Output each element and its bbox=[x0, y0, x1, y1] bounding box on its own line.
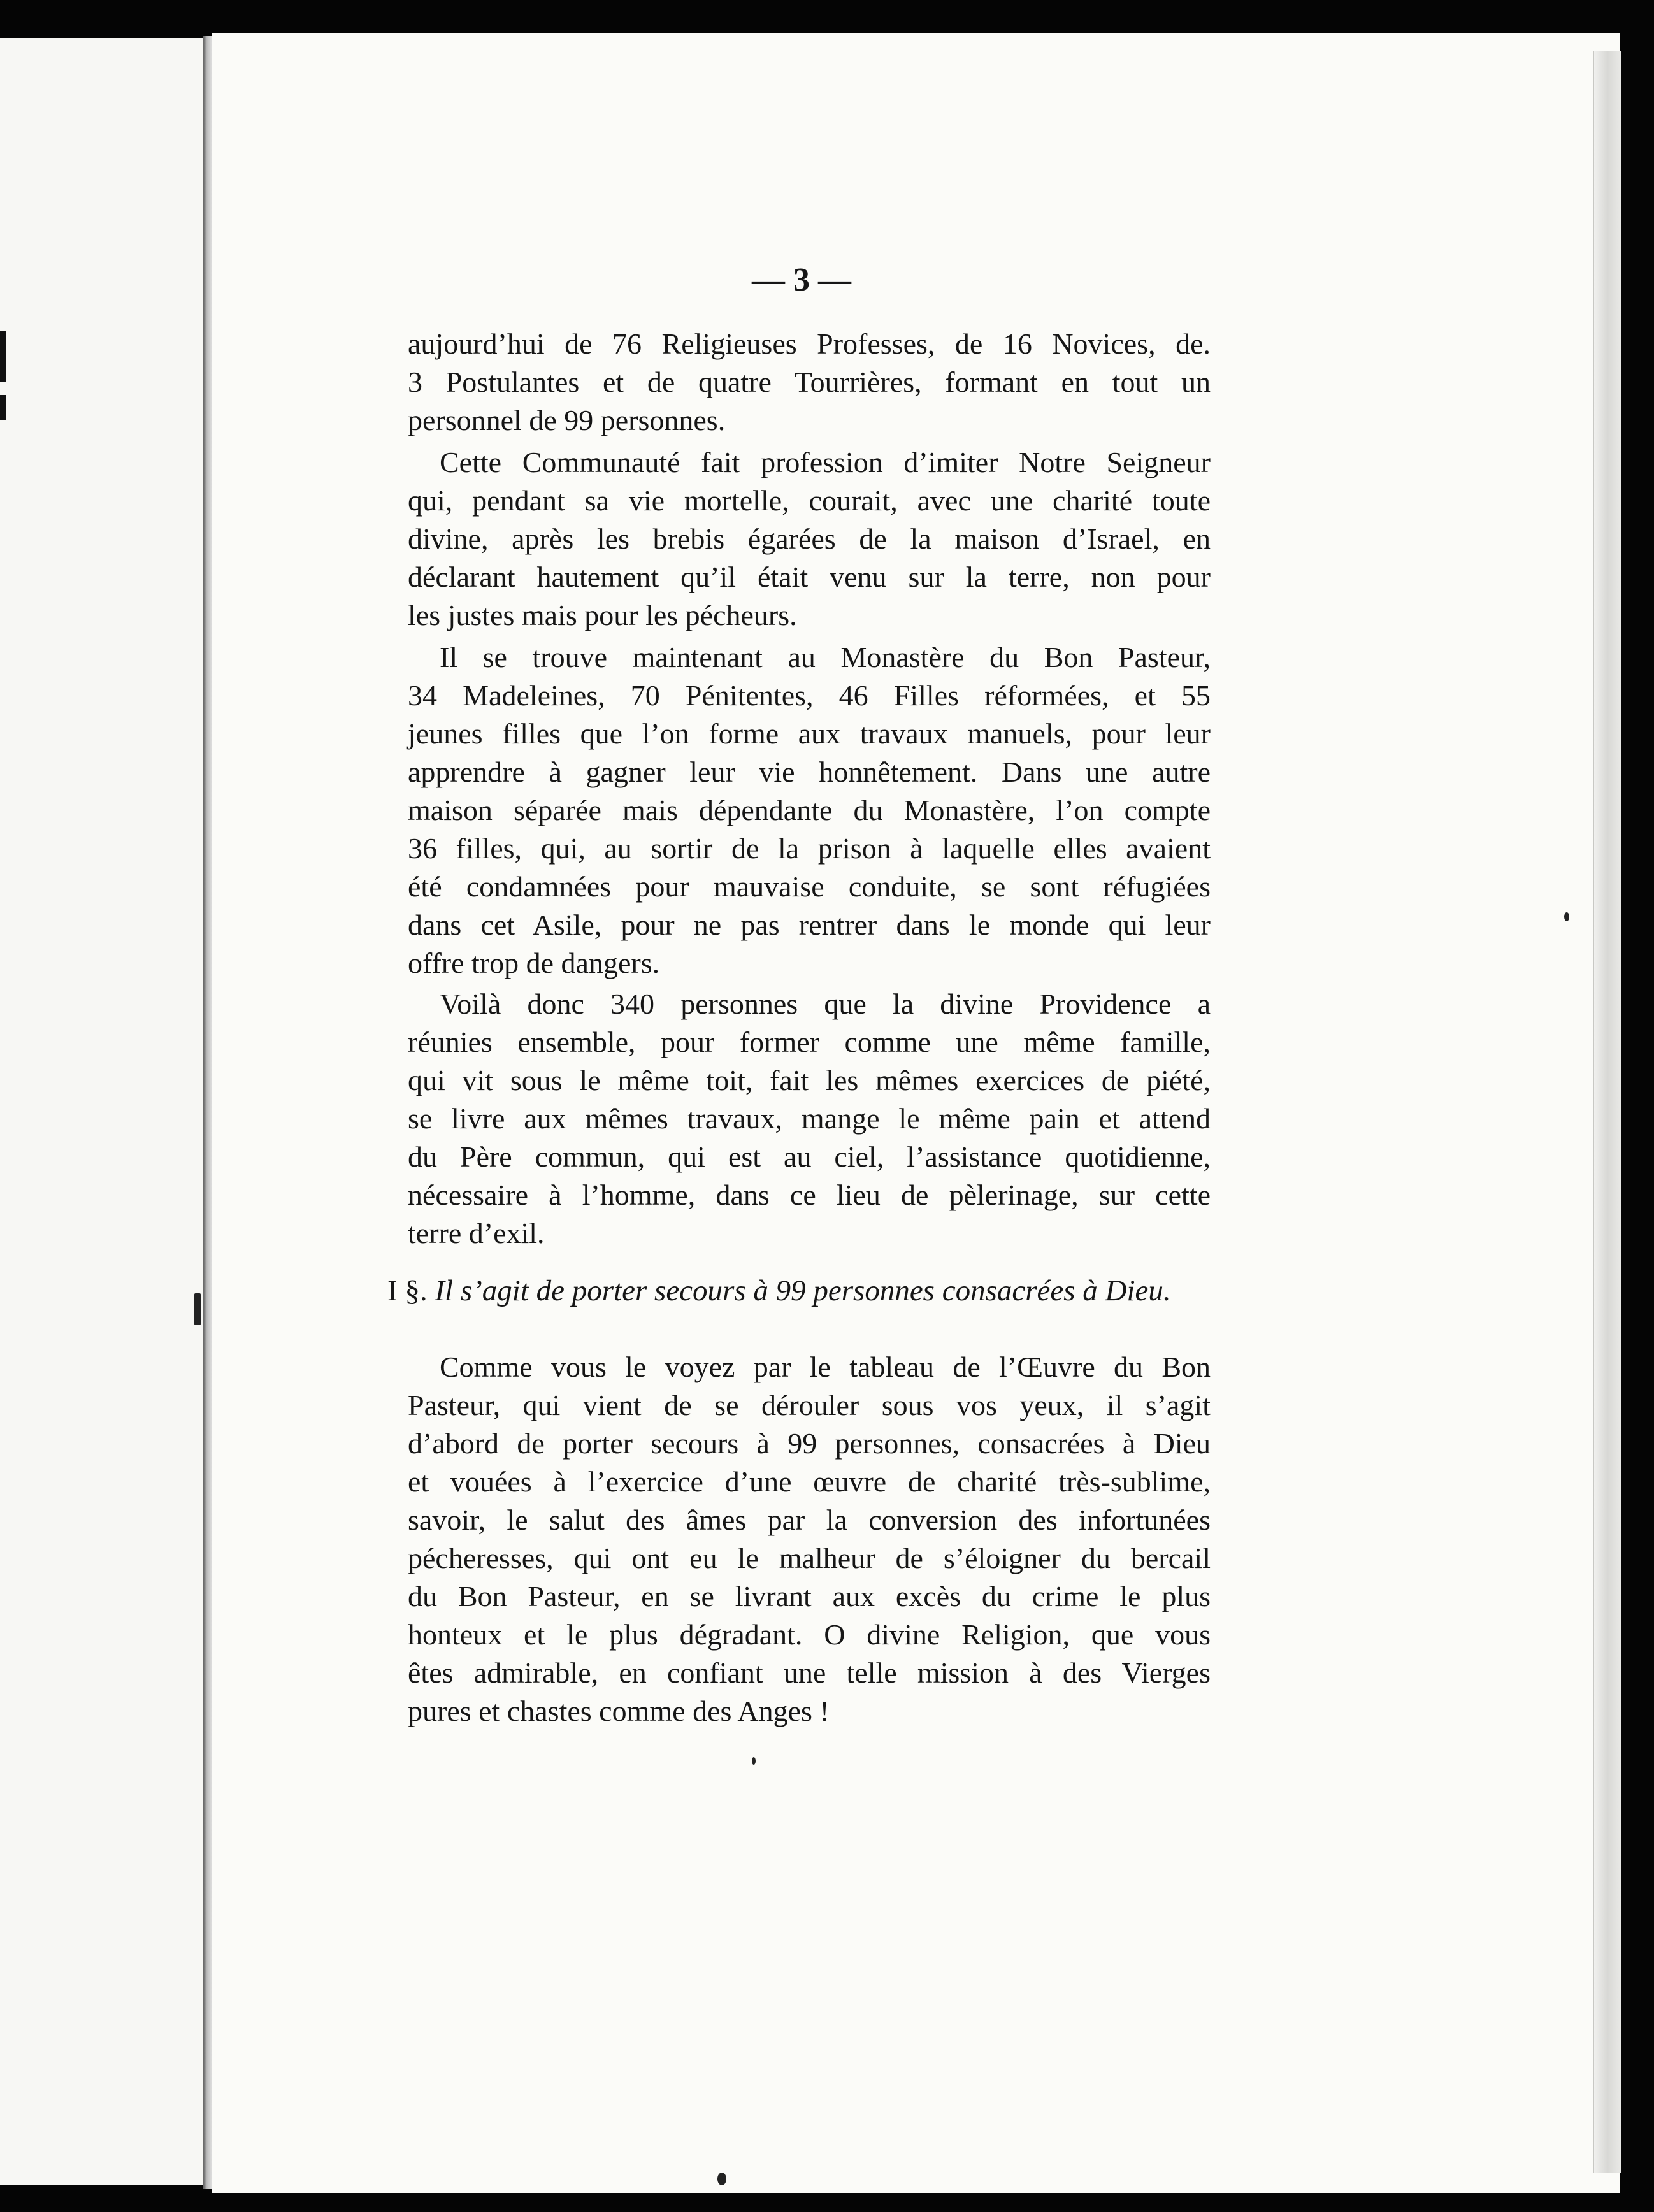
section-title: Il s’agit de porter secours à 99 personnes consacrées à Dieu. bbox=[435, 1274, 1171, 1307]
text-line: qui, pendant sa vie mortelle, courait, avec une charité toute bbox=[408, 484, 1211, 517]
text-line: d’abord de porter secours à 99 personnes, consacrées à Dieu bbox=[408, 1427, 1211, 1460]
text-line: 36 filles, qui, au sortir de la prison à laquelle elles avaient bbox=[408, 832, 1211, 865]
text-line: honteux et le plus dégradant. O divine Religion, que vous bbox=[408, 1618, 1211, 1651]
text-line: pécheresses, qui ont eu le malheur de s’éloigner du bercail bbox=[408, 1542, 1211, 1574]
text-line: et vouées à l’exercice d’une œuvre de charité très-sublime, bbox=[408, 1465, 1211, 1498]
text-line: se livre aux mêmes travaux, mange le même pain et attend bbox=[408, 1102, 1211, 1135]
text-line: personnel de 99 personnes. bbox=[408, 404, 726, 436]
text-line: aujourd’hui de 76 Religieuses Professes, de 16 Novices, de. bbox=[408, 327, 1211, 360]
text-line: réunies ensemble, pour former comme une même famille, bbox=[408, 1026, 1211, 1058]
text-line: savoir, le salut des âmes par la conversion des infortunées bbox=[408, 1504, 1211, 1536]
text-line: Il se trouve maintenant au Monastère du Bon Pasteur, bbox=[440, 641, 1211, 673]
text-line: divine, après les brebis égarées de la maison d’Israel, en bbox=[408, 522, 1211, 555]
text-line: Pasteur, qui vient de se dérouler sous vos yeux, il s’agit bbox=[408, 1389, 1211, 1421]
page-number: — 3 — bbox=[752, 262, 851, 298]
text-line: Voilà donc 340 personnes que la divine Providence a bbox=[440, 988, 1211, 1020]
text-line: 3 Postulantes et de quatre Tourrières, formant en tout un bbox=[408, 366, 1211, 398]
section-number: I §. bbox=[387, 1274, 428, 1307]
text-line: été condamnées pour mauvaise conduite, se sont réfugiées bbox=[408, 870, 1211, 903]
scan-speck bbox=[1564, 912, 1569, 921]
text-line: offre trop de dangers. bbox=[408, 947, 660, 979]
left-page-fragment bbox=[0, 38, 205, 2185]
text-line: déclarant hautement qu’il était venu sur la terre, non pour bbox=[408, 561, 1211, 593]
text-line: jeunes filles que l’on forme aux travaux manuels, pour leur bbox=[408, 717, 1211, 750]
text-line: dans cet Asile, pour ne pas rentrer dans le monde qui leur bbox=[408, 908, 1211, 941]
page-edge bbox=[1593, 51, 1621, 2172]
scan-speck bbox=[717, 2172, 726, 2185]
section-heading bbox=[387, 1273, 1216, 1309]
text-line: pures et chastes comme des Anges ! bbox=[408, 1695, 830, 1727]
text-line: du Bon Pasteur, en se livrant aux excès du crime le plus bbox=[408, 1580, 1211, 1612]
text-line: terre d’exil. bbox=[408, 1217, 545, 1249]
text-line: Cette Communauté fait profession d’imiter Notre Seigneur bbox=[440, 446, 1211, 478]
text-line: maison séparée mais dépendante du Monastère, l’on compte bbox=[408, 794, 1211, 826]
scan-speck bbox=[194, 1293, 201, 1325]
text-line: êtes admirable, en confiant une telle mission à des Vierges bbox=[408, 1656, 1211, 1689]
text-line: les justes mais pour les pécheurs. bbox=[408, 599, 797, 631]
text-line: apprendre à gagner leur vie honnêtement. Dans une autre bbox=[408, 756, 1211, 788]
left-margin-mark bbox=[0, 331, 6, 382]
text-line: du Père commun, qui est au ciel, l’assistance quotidienne, bbox=[408, 1140, 1211, 1173]
scan-speck bbox=[752, 1757, 756, 1765]
text-line: 34 Madeleines, 70 Pénitentes, 46 Filles réformées, et 55 bbox=[408, 679, 1211, 712]
text-line: Comme vous le voyez par le tableau de l’Œuvre du Bon bbox=[440, 1351, 1211, 1383]
left-margin-mark bbox=[0, 395, 6, 420]
text-line: qui vit sous le même toit, fait les mêmes exercices de piété, bbox=[408, 1064, 1211, 1096]
text-line: nécessaire à l’homme, dans ce lieu de pèlerinage, sur cette bbox=[408, 1179, 1211, 1211]
page-gutter bbox=[203, 36, 212, 2189]
